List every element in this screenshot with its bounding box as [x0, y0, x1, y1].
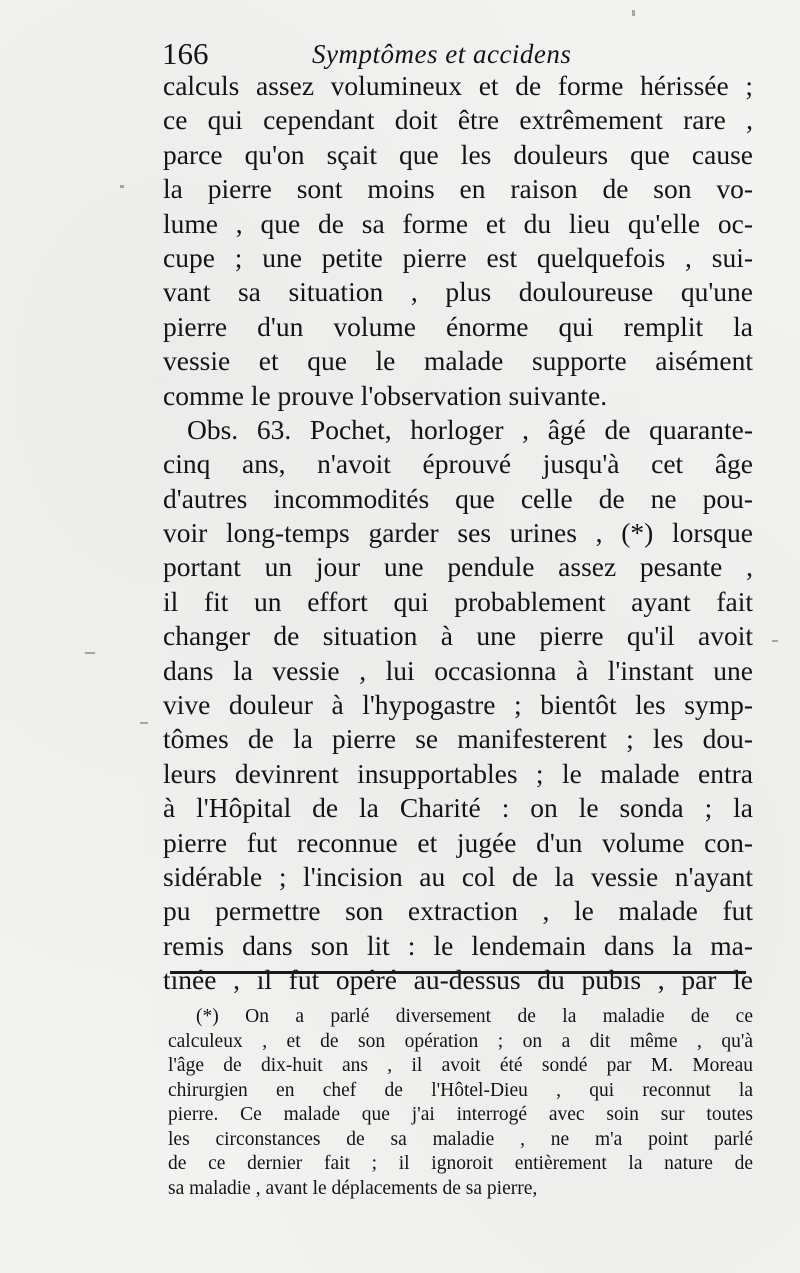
observation-heading-line: Obs. 63. Pochet, horloger , âgé de quarante-: [187, 413, 753, 445]
page-header: [162, 34, 752, 74]
text-line: la pierre sont moins en raison de son vo-: [163, 173, 753, 205]
footnote-line: les circonstances de sa maladie , ne m'a point parlé: [168, 1128, 753, 1150]
text-line: pierre d'un volume énorme qui remplit la: [163, 310, 753, 342]
text-line: parce qu'on sçait que les douleurs que cause: [163, 138, 753, 170]
text-line: tômes de la pierre se manifesterent ; les dou-: [163, 723, 753, 755]
text-line: cinq ans, n'avoit éprouvé jusqu'à cet âge: [163, 448, 753, 480]
text-line: pierre fut reconnue et jugée d'un volume con-: [163, 826, 753, 858]
scan-speck: [772, 640, 778, 642]
text-line: voir long-temps garder ses urines , (*) lorsque: [163, 517, 753, 549]
text-line: comme le prouve l'observation suivante.: [163, 379, 608, 411]
text-line: lume , que de sa forme et du lieu qu'elle oc-: [163, 207, 753, 239]
text-line: à l'Hôpital de la Charité : on le sonda ; la: [163, 792, 753, 824]
text-line: calculs assez volumineux et de forme hérissée ;: [163, 70, 753, 101]
text-line: il fit un effort qui probablement ayant fait: [163, 585, 753, 617]
scan-speck: [632, 10, 635, 16]
footnote-line: pierre. Ce malade que j'ai interrogé avec soin sur toutes: [168, 1104, 753, 1125]
text-line: remis dans son lit : le lendemain dans la ma-: [163, 929, 753, 961]
footnote-line: chirurgien en chef de l'Hôtel-Dieu , qui reconnut la: [168, 1079, 753, 1101]
footnote-divider: [170, 971, 746, 974]
running-title: Symptômes et accidens: [312, 39, 572, 69]
footnote: [168, 1005, 753, 1201]
scan-speck: [120, 185, 124, 188]
text-line: dans la vessie , lui occasionna à l'instant une: [163, 654, 753, 686]
body-text: [163, 69, 753, 998]
page-number: 166: [162, 36, 209, 71]
footnote-line: sa maladie , avant le déplacements de sa pierre,: [168, 1177, 538, 1199]
text-line: ce qui cependant doit être extrêmement rare ,: [163, 104, 753, 136]
footnote-line: l'âge de dix-huit ans , il avoit été sondé par M. Moreau: [168, 1055, 753, 1076]
text-line: sidérable ; l'incision au col de la vessie n'ayant: [163, 860, 753, 892]
text-line: vive douleur à l'hypogastre ; bientôt les symp-: [163, 689, 753, 721]
text-line: d'autres incommodités que celle de ne pou-: [163, 482, 753, 514]
text-line: vant sa situation , plus douloureuse qu'une: [163, 276, 753, 308]
footnote-line: (*) On a parlé diversement de la maladie de ce: [196, 1006, 753, 1027]
text-line: portant un jour une pendule assez pesante ,: [163, 551, 753, 583]
text-line: changer de situation à une pierre qu'il avoit: [163, 620, 753, 652]
footnote-line: de ce dernier fait ; il ignoroit entièrement la nature de: [168, 1153, 753, 1174]
scan-speck: [85, 652, 95, 654]
text-line: pu permettre son extraction , le malade fut: [163, 895, 753, 927]
footnote-line: calculeux , et de son opération ; on a dit même , qu'à: [168, 1030, 753, 1052]
text-line: leurs devinrent insupportables ; le malade entra: [163, 757, 753, 789]
text-line: vessie et que le malade supporte aisément: [163, 345, 753, 377]
text-line: tinée , il fut opéré au-dessus du pubis , par le: [163, 964, 753, 996]
scan-speck: [140, 722, 148, 724]
text-line: cupe ; une petite pierre est quelquefois , sui-: [163, 241, 753, 273]
